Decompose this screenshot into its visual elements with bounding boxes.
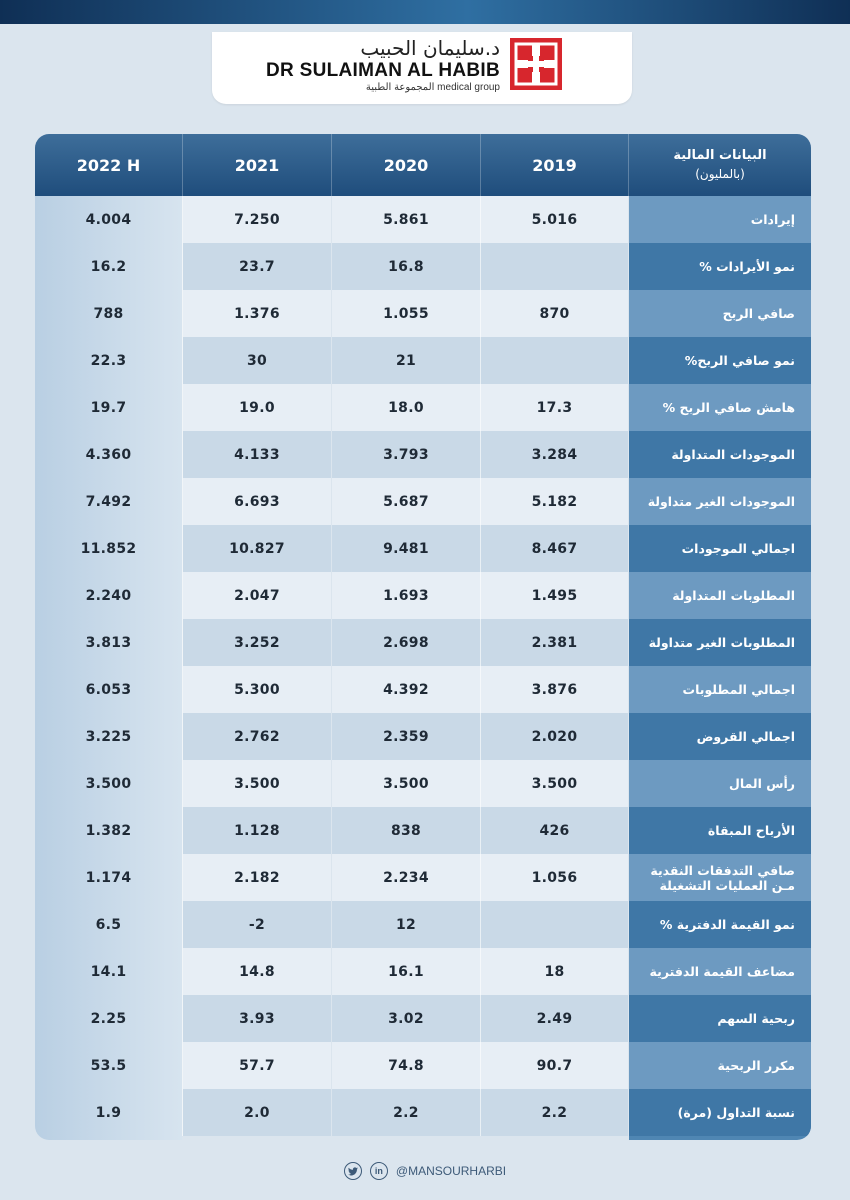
cell-2022h: 19.7: [35, 384, 183, 431]
cell-2019: 3.876: [481, 666, 628, 713]
cell-2021: 3.93: [183, 995, 331, 1042]
table-row: [35, 290, 811, 337]
cell-2022h: 53.5: [35, 1042, 183, 1089]
cell-2020: 1.055: [332, 290, 481, 337]
table-row: [35, 807, 811, 854]
cell-2022h: 788: [35, 290, 183, 337]
table-row: [35, 384, 811, 431]
cell-2021: 30: [183, 337, 331, 384]
row-label: مضاعف القيمة الدفترية: [629, 948, 811, 995]
cell-2020: 1.693: [332, 572, 481, 619]
cell-2021: 3.252: [183, 619, 331, 666]
cell-2020: 3.500: [332, 760, 481, 807]
cell-2021: 10.827: [183, 525, 331, 572]
cell-2019: 2.020: [481, 713, 628, 760]
cell-2019: 1.056: [481, 854, 628, 901]
logo-card: [212, 32, 632, 104]
table-row: [35, 666, 811, 713]
row-label: نمو صافي الربح%: [629, 337, 811, 384]
table-row: [35, 431, 811, 478]
table-row: [35, 525, 811, 572]
cell-2022h: 1.174: [35, 854, 183, 901]
table-row: [35, 1089, 811, 1136]
cell-2019: 5.016: [481, 196, 628, 243]
row-label: اجمالي المطلوبات: [629, 666, 811, 713]
cell-2021: -2: [183, 901, 331, 948]
row-label: اجمالي الموجودات: [629, 525, 811, 572]
cell-2020: 16.1: [332, 948, 481, 995]
cell-2022h: 2.25: [35, 995, 183, 1042]
cell-2022h: 11.852: [35, 525, 183, 572]
column-header-2022h: 2022 H: [35, 134, 183, 196]
row-label: مكرر الربحية: [629, 1042, 811, 1089]
footer-handle[interactable]: @MANSOURHARBI: [395, 1164, 507, 1178]
cell-2021: 23.7: [183, 243, 331, 290]
table-row: [35, 1042, 811, 1089]
cell-2022h: 1.9: [35, 1089, 183, 1136]
row-label: هامش صافي الربح %: [629, 384, 811, 431]
cell-2019: [481, 901, 628, 948]
row-label: الموجودات المتداولة: [629, 431, 811, 478]
row-label: صافي الربح: [629, 290, 811, 337]
row-label: صافي التدفقات النقدية مـن العمليات التشغيلة: [629, 854, 811, 901]
cell-2021: 6.693: [183, 478, 331, 525]
cell-2019: 2.49: [481, 995, 628, 1042]
cell-2022h: 16.2: [35, 243, 183, 290]
cell-2019: 18: [481, 948, 628, 995]
cell-2019: 17.3: [481, 384, 628, 431]
cell-2021: 57.7: [183, 1042, 331, 1089]
table-row: [35, 760, 811, 807]
cell-2021: 14.8: [183, 948, 331, 995]
cell-2020: 3.793: [332, 431, 481, 478]
cell-2019: 3.284: [481, 431, 628, 478]
cell-2021: 7.250: [183, 196, 331, 243]
row-label: رأس المال: [629, 760, 811, 807]
cell-2020: 4.392: [332, 666, 481, 713]
cell-2020: 2.2: [332, 1089, 481, 1136]
cell-2020: 21: [332, 337, 481, 384]
logo-subtitle: المجموعة الطبية medical group: [365, 82, 500, 93]
logo-arabic-name: د.سليمان الحبيب: [360, 36, 500, 60]
row-label: الأرباح المبقاة: [629, 807, 811, 854]
table-row: [35, 901, 811, 948]
row-label: الموجودات الغير متداولة: [629, 478, 811, 525]
column-header-2020: 2020: [332, 134, 481, 196]
row-label: المطلوبات الغير متداولة: [629, 619, 811, 666]
cell-2021: 1.128: [183, 807, 331, 854]
table-row: [35, 713, 811, 760]
cell-2019: 2.2: [481, 1089, 628, 1136]
cell-2020: 3.02: [332, 995, 481, 1042]
table-row: [35, 995, 811, 1042]
cell-2022h: 4.004: [35, 196, 183, 243]
cell-2019: 8.467: [481, 525, 628, 572]
cell-2020: 74.8: [332, 1042, 481, 1089]
cell-2019: 870: [481, 290, 628, 337]
table-row: [35, 243, 811, 290]
cell-2021: 2.762: [183, 713, 331, 760]
cell-2019: [481, 243, 628, 290]
cell-2020: 2.698: [332, 619, 481, 666]
row-label: نسبة التداول (مرة): [629, 1089, 811, 1136]
table-row: [35, 948, 811, 995]
cell-2022h: 4.360: [35, 431, 183, 478]
header-label: البيانات المالية: [673, 148, 767, 163]
cell-2021: 3.500: [183, 760, 331, 807]
row-label: نمو الأيرادات %: [629, 243, 811, 290]
cell-2020: 5.861: [332, 196, 481, 243]
cell-2020: 5.687: [332, 478, 481, 525]
table-row: [35, 196, 811, 243]
table-row: [35, 478, 811, 525]
cell-2022h: 3.225: [35, 713, 183, 760]
cell-2021: 4.133: [183, 431, 331, 478]
cell-2022h: 14.1: [35, 948, 183, 995]
cell-2020: 12: [332, 901, 481, 948]
cell-2022h: 22.3: [35, 337, 183, 384]
column-header-financial-data: [629, 134, 811, 196]
header-sublabel: (بالمليون): [695, 167, 745, 181]
cell-2019: 5.182: [481, 478, 628, 525]
hospital-logo-icon: [510, 38, 562, 90]
financial-data-table: [35, 134, 811, 1140]
table-row: [35, 337, 811, 384]
cell-2019: 1.495: [481, 572, 628, 619]
cell-2021: 2.0: [183, 1089, 331, 1136]
cell-2019: [481, 337, 628, 384]
table-row: [35, 854, 811, 901]
cell-2019: 3.500: [481, 760, 628, 807]
table-row: [35, 619, 811, 666]
cell-2021: 2.182: [183, 854, 331, 901]
cell-2020: 18.0: [332, 384, 481, 431]
linkedin-icon[interactable]: in: [370, 1162, 388, 1180]
row-label: ربحية السهم: [629, 995, 811, 1042]
twitter-icon[interactable]: [344, 1162, 362, 1180]
table-header-row: [35, 134, 811, 196]
cell-2022h: 6.5: [35, 901, 183, 948]
cell-2021: 5.300: [183, 666, 331, 713]
logo-english-name: DR SULAIMAN AL HABIB: [266, 60, 500, 81]
cell-2020: 2.359: [332, 713, 481, 760]
cell-2020: 838: [332, 807, 481, 854]
row-label: المطلوبات المتداولة: [629, 572, 811, 619]
footer: [0, 1160, 850, 1182]
cell-2019: 2.381: [481, 619, 628, 666]
column-header-2019: 2019: [481, 134, 629, 196]
row-label: نمو القيمة الدفترية %: [629, 901, 811, 948]
cell-2020: 9.481: [332, 525, 481, 572]
cell-2021: 1.376: [183, 290, 331, 337]
cell-2019: 426: [481, 807, 628, 854]
cell-2020: 2.234: [332, 854, 481, 901]
cell-2022h: 2.240: [35, 572, 183, 619]
table-row: [35, 572, 811, 619]
cell-2021: 2.047: [183, 572, 331, 619]
top-banner: [0, 0, 850, 24]
cell-2022h: 1.382: [35, 807, 183, 854]
cell-2021: 19.0: [183, 384, 331, 431]
cell-2022h: 6.053: [35, 666, 183, 713]
column-header-2021: 2021: [183, 134, 332, 196]
cell-2020: 16.8: [332, 243, 481, 290]
cell-2019: 90.7: [481, 1042, 628, 1089]
cell-2022h: 7.492: [35, 478, 183, 525]
cell-2022h: 3.500: [35, 760, 183, 807]
row-label: اجمالي القروض: [629, 713, 811, 760]
row-label: إيرادات: [629, 196, 811, 243]
cell-2022h: 3.813: [35, 619, 183, 666]
